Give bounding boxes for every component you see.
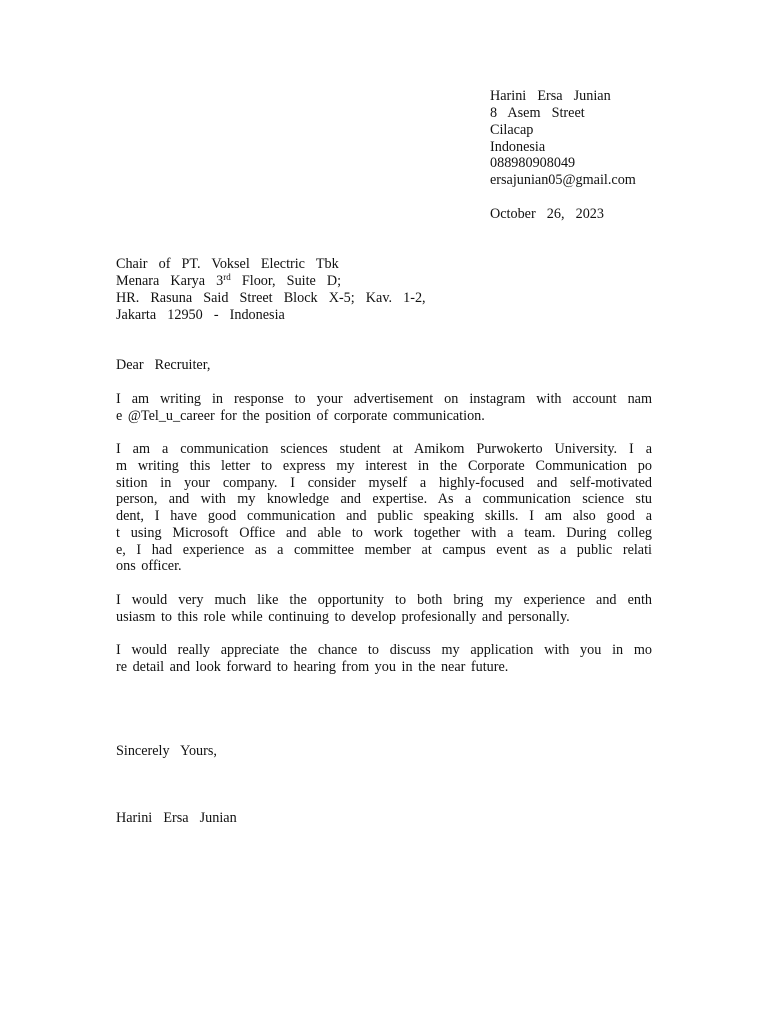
signature-name: Harini Ersa Junian <box>116 810 237 826</box>
salutation: Dear Recruiter, <box>116 357 211 373</box>
sender-name: Harini Ersa Junian <box>490 88 611 104</box>
sender-street: 8 Asem Street <box>490 105 585 121</box>
paragraph-1-line-1: I am writing in response to your advertisement on instagram with account nam <box>116 391 652 407</box>
sender-country: Indonesia <box>490 139 546 155</box>
sender-phone: 088980908049 <box>490 155 576 171</box>
paragraph-2-line-3: sition in your company. I consider myself a highly-focused and self-motivated <box>116 475 652 491</box>
recipient-line-2-pre: Menara Karya 3 <box>116 273 224 289</box>
paragraph-2-line-5: dent, I have good communication and public speaking skills. I am also good a <box>116 508 652 524</box>
paragraph-1-line-2: e @Tel_u_career for the position of corporate communication. <box>116 408 485 424</box>
paragraph-2-line-6: t using Microsoft Office and able to work together with a team. During colleg <box>116 525 652 541</box>
closing: Sincerely Yours, <box>116 743 217 759</box>
recipient-line-2-post: Floor, Suite D; <box>230 273 342 289</box>
recipient-line-4: Jakarta 12950 - Indonesia <box>116 307 285 323</box>
letter-date: October 26, 2023 <box>490 206 604 222</box>
paragraph-2-line-7: e, I had experience as a committee member at campus event as a public relati <box>116 542 652 558</box>
paragraph-2-line-2: m writing this letter to express my interest in the Corporate Communication po <box>116 458 652 474</box>
sender-city: Cilacap <box>490 122 534 138</box>
recipient-line-2 <box>116 273 341 290</box>
recipient-line-1: Chair of PT. Voksel Electric Tbk <box>116 256 339 272</box>
paragraph-2-line-1: I am a communication sciences student at Amikom Purwokerto University. I a <box>116 441 652 457</box>
recipient-line-2-sup: rd <box>223 272 231 282</box>
paragraph-3-line-1: I would very much like the opportunity to both bring my experience and enth <box>116 592 652 608</box>
recipient-line-3: HR. Rasuna Said Street Block X-5; Kav. 1-2, <box>116 290 426 306</box>
paragraph-2-line-4: person, and with my knowledge and expertise. As a communication science stu <box>116 491 652 507</box>
paragraph-4-line-2: re detail and look forward to hearing from you in the near future. <box>116 659 509 675</box>
sender-email: ersajunian05@gmail.com <box>490 172 636 188</box>
paragraph-4-line-1: I would really appreciate the chance to discuss my application with you in mo <box>116 642 652 658</box>
paragraph-2-line-8: ons officer. <box>116 558 182 574</box>
paragraph-3-line-2: usiasm to this role while continuing to develop profesionally and personally. <box>116 609 570 625</box>
